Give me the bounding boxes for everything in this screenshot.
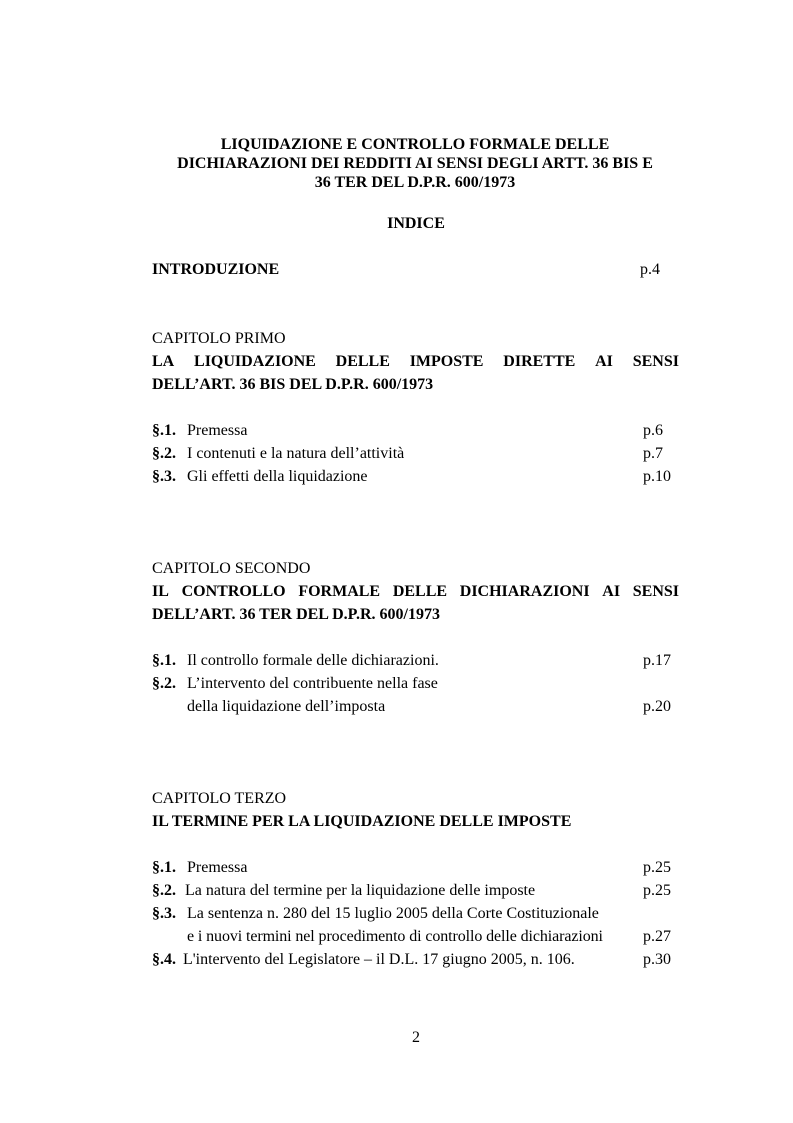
title-word: LA bbox=[152, 353, 175, 370]
title-line-2: DICHIARAZIONI DEI REDDITI AI SENSI DEGLI ARTT. 36 BIS E bbox=[177, 155, 653, 172]
section-title-continued: e i nuovi termini nel procedimento di controllo delle dichiarazioni bbox=[187, 928, 603, 945]
section-page: p.25 bbox=[643, 882, 671, 899]
section-page: p.25 bbox=[643, 859, 671, 876]
section-title: L’intervento del contribuente nella fase bbox=[187, 675, 438, 692]
section-title: Premessa bbox=[187, 422, 248, 439]
chapter-1-label: CAPITOLO PRIMO bbox=[152, 330, 286, 347]
introduction-label: INTRODUZIONE bbox=[152, 261, 280, 278]
title-word: AI bbox=[602, 583, 621, 600]
title-word: IMPOSTE bbox=[409, 353, 484, 370]
section-title: Gli effetti della liquidazione bbox=[187, 468, 368, 485]
section-number: §.2. bbox=[152, 882, 176, 899]
section-page: p.10 bbox=[643, 468, 671, 485]
title-line-3: 36 TER DEL D.P.R. 600/1973 bbox=[314, 174, 516, 191]
section-title: Il controllo formale delle dichiarazioni. bbox=[187, 652, 439, 669]
section-number: §.2. bbox=[152, 675, 176, 692]
chapter-3-title: IL TERMINE PER LA LIQUIDAZIONE DELLE IMPOSTE bbox=[152, 813, 572, 830]
section-number: §.1. bbox=[152, 652, 176, 669]
section-page: p.6 bbox=[643, 422, 663, 439]
section-number: §.3. bbox=[152, 905, 176, 922]
section-number: §.4. bbox=[152, 951, 176, 968]
section-title: La natura del termine per la liquidazione delle imposte bbox=[185, 882, 536, 899]
section-title: La sentenza n. 280 del 15 luglio 2005 della Corte Costituzionale bbox=[187, 905, 599, 922]
chapter-1-title-line-2: DELL’ART. 36 BIS DEL D.P.R. 600/1973 bbox=[152, 376, 434, 393]
section-title-continued: della liquidazione dell’imposta bbox=[187, 698, 386, 715]
title-word: FORMALE bbox=[298, 583, 381, 600]
chapter-3-label: CAPITOLO TERZO bbox=[152, 790, 287, 807]
chapter-1-title-line-1 bbox=[152, 353, 679, 371]
section-page: p.20 bbox=[643, 698, 671, 715]
title-word: DELLE bbox=[335, 353, 390, 370]
title-word: DIRETTE bbox=[503, 353, 576, 370]
title-line-1: LIQUIDAZIONE E CONTROLLO FORMALE DELLE bbox=[220, 136, 610, 153]
title-word: CONTROLLO bbox=[181, 583, 286, 600]
chapter-2-label: CAPITOLO SECONDO bbox=[152, 560, 311, 577]
title-word: DELLE bbox=[392, 583, 448, 600]
section-title: I contenuti e la natura dell’attività bbox=[187, 445, 405, 462]
section-page: p.17 bbox=[643, 652, 671, 669]
section-page: p.7 bbox=[643, 445, 663, 462]
introduction-page: p.4 bbox=[640, 261, 660, 278]
section-number: §.2. bbox=[152, 445, 176, 462]
page-number: 2 bbox=[412, 1029, 420, 1046]
title-word: DICHIARAZIONI bbox=[459, 583, 590, 600]
section-page: p.27 bbox=[643, 928, 671, 945]
title-word: LIQUIDAZIONE bbox=[194, 353, 316, 370]
chapter-2-title-line-2: DELL’ART. 36 TER DEL D.P.R. 600/1973 bbox=[152, 606, 440, 623]
document-title bbox=[130, 135, 700, 192]
section-title: Premessa bbox=[187, 859, 248, 876]
section-page: p.30 bbox=[643, 951, 671, 968]
section-title: L'intervento del Legislatore – il D.L. 17 giugno 2005, n. 106. bbox=[183, 951, 575, 968]
index-heading: INDICE bbox=[387, 215, 445, 232]
chapter-2-title-line-1 bbox=[152, 583, 679, 601]
section-number: §.1. bbox=[152, 422, 176, 439]
title-word: IL bbox=[152, 583, 169, 600]
section-number: §.3. bbox=[152, 468, 176, 485]
section-number: §.1. bbox=[152, 859, 176, 876]
title-word: AI bbox=[595, 353, 613, 370]
title-word: SENSI bbox=[632, 353, 679, 370]
title-word: SENSI bbox=[632, 583, 679, 600]
